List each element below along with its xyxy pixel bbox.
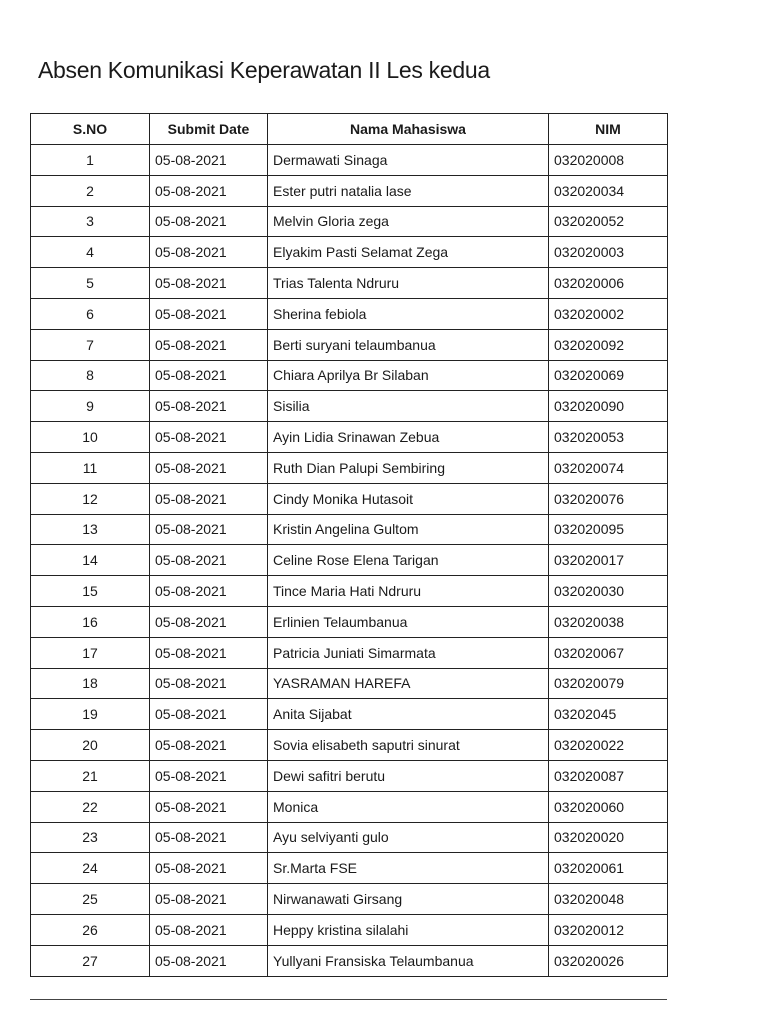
table-row	[31, 699, 668, 730]
attendance-table	[30, 113, 668, 977]
cell-nim: 032020002	[549, 298, 668, 329]
cell-submit-date: 05-08-2021	[150, 760, 268, 791]
cell-submit-date: 05-08-2021	[150, 237, 268, 268]
cell-sno: 15	[31, 576, 150, 607]
table-row	[31, 945, 668, 976]
cell-nim: 032020030	[549, 576, 668, 607]
cell-sno: 1	[31, 145, 150, 176]
table-row	[31, 914, 668, 945]
cell-student-name: Chiara Aprilya Br Silaban	[268, 360, 549, 391]
cell-submit-date: 05-08-2021	[150, 298, 268, 329]
cell-student-name: Anita Sijabat	[268, 699, 549, 730]
header-submit-date: Submit Date	[150, 114, 268, 145]
table-row	[31, 760, 668, 791]
table-row	[31, 329, 668, 360]
cell-sno: 10	[31, 422, 150, 453]
cell-submit-date: 05-08-2021	[150, 483, 268, 514]
table-row	[31, 853, 668, 884]
cell-nim: 03202045	[549, 699, 668, 730]
cell-nim: 032020017	[549, 545, 668, 576]
cell-sno: 21	[31, 760, 150, 791]
cell-sno: 11	[31, 452, 150, 483]
cell-sno: 12	[31, 483, 150, 514]
cell-sno: 7	[31, 329, 150, 360]
cell-sno: 6	[31, 298, 150, 329]
cell-nim: 032020048	[549, 884, 668, 915]
page-title: Absen Komunikasi Keperawatan II Les kedua	[38, 57, 490, 83]
cell-student-name: Dewi safitri berutu	[268, 760, 549, 791]
cell-sno: 24	[31, 853, 150, 884]
cell-submit-date: 05-08-2021	[150, 145, 268, 176]
table-row	[31, 668, 668, 699]
cell-submit-date: 05-08-2021	[150, 637, 268, 668]
cell-nim: 032020034	[549, 175, 668, 206]
cell-nim: 032020087	[549, 760, 668, 791]
cell-nim: 032020012	[549, 914, 668, 945]
cell-submit-date: 05-08-2021	[150, 514, 268, 545]
cell-sno: 27	[31, 945, 150, 976]
table-row	[31, 730, 668, 761]
table-row	[31, 175, 668, 206]
cell-sno: 3	[31, 206, 150, 237]
cell-sno: 25	[31, 884, 150, 915]
cell-nim: 032020090	[549, 391, 668, 422]
cell-sno: 26	[31, 914, 150, 945]
cell-sno: 13	[31, 514, 150, 545]
table-row	[31, 483, 668, 514]
cell-sno: 2	[31, 175, 150, 206]
cell-student-name: Melvin Gloria zega	[268, 206, 549, 237]
table-row	[31, 145, 668, 176]
cell-submit-date: 05-08-2021	[150, 360, 268, 391]
header-nim: NIM	[549, 114, 668, 145]
cell-nim: 032020052	[549, 206, 668, 237]
cell-submit-date: 05-08-2021	[150, 853, 268, 884]
cell-nim: 032020079	[549, 668, 668, 699]
cell-sno: 23	[31, 822, 150, 853]
cell-sno: 14	[31, 545, 150, 576]
cell-nim: 032020026	[549, 945, 668, 976]
cell-submit-date: 05-08-2021	[150, 822, 268, 853]
cell-submit-date: 05-08-2021	[150, 452, 268, 483]
cell-student-name: Kristin Angelina Gultom	[268, 514, 549, 545]
cell-sno: 17	[31, 637, 150, 668]
cell-nim: 032020061	[549, 853, 668, 884]
cell-student-name: Ayin Lidia Srinawan Zebua	[268, 422, 549, 453]
cell-student-name: Sr.Marta FSE	[268, 853, 549, 884]
cell-student-name: Tince Maria Hati Ndruru	[268, 576, 549, 607]
cell-student-name: Berti suryani telaumbanua	[268, 329, 549, 360]
cell-student-name: YASRAMAN HAREFA	[268, 668, 549, 699]
cell-submit-date: 05-08-2021	[150, 576, 268, 607]
cell-student-name: Sovia elisabeth saputri sinurat	[268, 730, 549, 761]
table-row	[31, 237, 668, 268]
cell-submit-date: 05-08-2021	[150, 668, 268, 699]
table-row	[31, 452, 668, 483]
cell-nim: 032020053	[549, 422, 668, 453]
cell-submit-date: 05-08-2021	[150, 329, 268, 360]
cell-submit-date: 05-08-2021	[150, 914, 268, 945]
table-row	[31, 360, 668, 391]
cell-student-name: Patricia Juniati Simarmata	[268, 637, 549, 668]
cell-nim: 032020020	[549, 822, 668, 853]
cell-nim: 032020074	[549, 452, 668, 483]
cell-student-name: Heppy kristina silalahi	[268, 914, 549, 945]
cell-sno: 5	[31, 268, 150, 299]
cell-student-name: Erlinien Telaumbanua	[268, 606, 549, 637]
cell-submit-date: 05-08-2021	[150, 606, 268, 637]
cell-submit-date: 05-08-2021	[150, 391, 268, 422]
cell-nim: 032020092	[549, 329, 668, 360]
cell-submit-date: 05-08-2021	[150, 206, 268, 237]
cell-student-name: Dermawati Sinaga	[268, 145, 549, 176]
cell-submit-date: 05-08-2021	[150, 730, 268, 761]
header-sno: S.NO	[31, 114, 150, 145]
cell-sno: 19	[31, 699, 150, 730]
table-row	[31, 268, 668, 299]
table-row	[31, 606, 668, 637]
cell-student-name: Nirwanawati Girsang	[268, 884, 549, 915]
table-row	[31, 545, 668, 576]
table-row	[31, 822, 668, 853]
cell-nim: 032020060	[549, 791, 668, 822]
cell-nim: 032020095	[549, 514, 668, 545]
table-row	[31, 884, 668, 915]
cell-student-name: Trias Talenta Ndruru	[268, 268, 549, 299]
cell-nim: 032020076	[549, 483, 668, 514]
cell-student-name: Cindy Monika Hutasoit	[268, 483, 549, 514]
cell-student-name: Elyakim Pasti Selamat Zega	[268, 237, 549, 268]
bottom-divider	[30, 999, 667, 1000]
table-row	[31, 206, 668, 237]
table-row	[31, 514, 668, 545]
cell-student-name: Ester putri natalia lase	[268, 175, 549, 206]
table-header-row	[31, 114, 668, 145]
cell-sno: 9	[31, 391, 150, 422]
cell-nim: 032020003	[549, 237, 668, 268]
cell-nim: 032020067	[549, 637, 668, 668]
cell-submit-date: 05-08-2021	[150, 545, 268, 576]
cell-student-name: Yullyani Fransiska Telaumbanua	[268, 945, 549, 976]
cell-sno: 16	[31, 606, 150, 637]
table-row	[31, 391, 668, 422]
table-row	[31, 298, 668, 329]
cell-submit-date: 05-08-2021	[150, 699, 268, 730]
table-row	[31, 637, 668, 668]
cell-sno: 22	[31, 791, 150, 822]
cell-submit-date: 05-08-2021	[150, 884, 268, 915]
header-student-name: Nama Mahasiswa	[268, 114, 549, 145]
cell-student-name: Celine Rose Elena Tarigan	[268, 545, 549, 576]
table-row	[31, 422, 668, 453]
cell-submit-date: 05-08-2021	[150, 945, 268, 976]
cell-student-name: Monica	[268, 791, 549, 822]
cell-student-name: Ayu selviyanti gulo	[268, 822, 549, 853]
cell-sno: 4	[31, 237, 150, 268]
cell-student-name: Sherina febiola	[268, 298, 549, 329]
cell-student-name: Sisilia	[268, 391, 549, 422]
table-row	[31, 576, 668, 607]
cell-nim: 032020008	[549, 145, 668, 176]
cell-sno: 20	[31, 730, 150, 761]
cell-nim: 032020006	[549, 268, 668, 299]
cell-nim: 032020022	[549, 730, 668, 761]
table-row	[31, 791, 668, 822]
cell-sno: 18	[31, 668, 150, 699]
cell-submit-date: 05-08-2021	[150, 422, 268, 453]
cell-student-name: Ruth Dian Palupi Sembiring	[268, 452, 549, 483]
cell-nim: 032020069	[549, 360, 668, 391]
cell-nim: 032020038	[549, 606, 668, 637]
cell-sno: 8	[31, 360, 150, 391]
cell-submit-date: 05-08-2021	[150, 175, 268, 206]
cell-submit-date: 05-08-2021	[150, 268, 268, 299]
cell-submit-date: 05-08-2021	[150, 791, 268, 822]
